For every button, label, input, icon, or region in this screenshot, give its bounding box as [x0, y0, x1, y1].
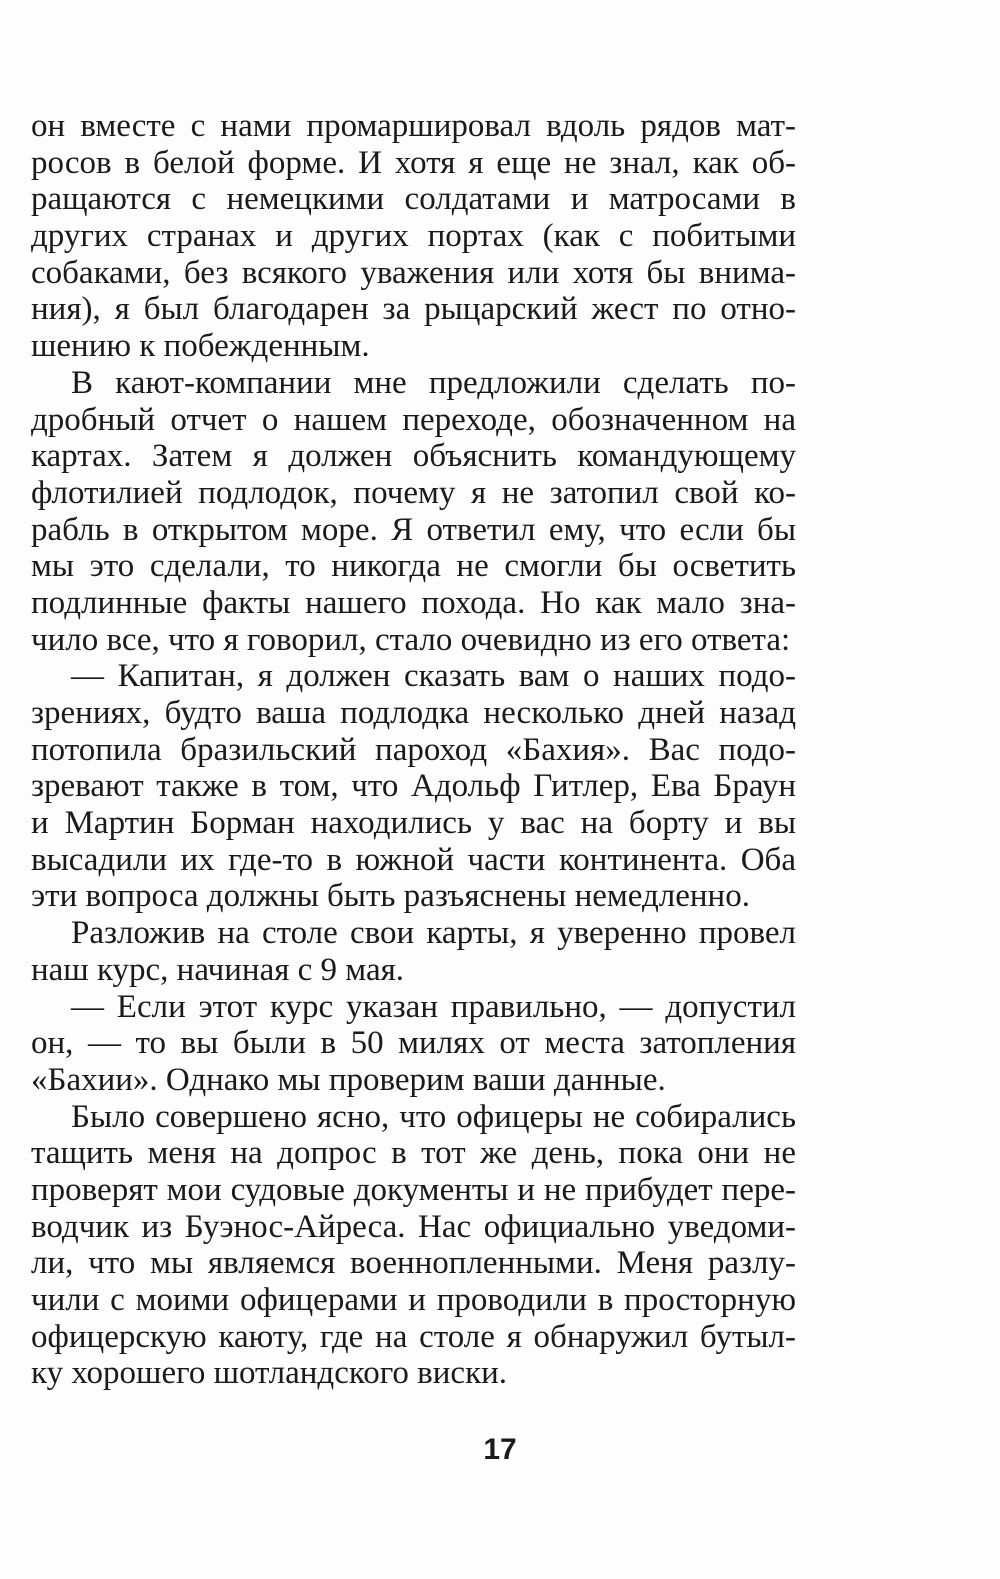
body-text — [31, 108, 796, 1392]
text-line: рабль в открытом море. Я ответил ему, что если бы — [31, 511, 796, 548]
text-line: Было совершено ясно, что офицеры не собирались — [71, 1098, 796, 1135]
text-line: он, — то вы были в 50 милях от места затопления — [31, 1025, 796, 1062]
text-line: проверят мои судовые документы и не прибудет пере- — [31, 1171, 796, 1208]
text-line: зрениях, будто ваша подлодка несколько дней назад — [31, 695, 796, 731]
text-line: ку хорошего шотландского виски. — [31, 1355, 508, 1392]
text-line: зревают также в том, что Адольф Гитлер, Ева Браун — [31, 768, 796, 805]
text-line: ращаются с немецкими солдатами и матросами в — [31, 181, 796, 218]
text-line: он вместе с нами промаршировал вдоль рядов мат- — [31, 108, 796, 144]
text-line: чило все, что я говорил, стало очевидно из его ответа: — [31, 621, 791, 658]
text-line: эти вопроса должны быть разъяснены немедленно. — [31, 878, 750, 915]
text-line: собаками, без всякого уважения или хотя бы внима- — [31, 254, 796, 291]
text-line: тащить меня на допрос в тот же день, пока они не — [31, 1135, 796, 1172]
text-line: ния), я был благодарен за рыцарский жест по отно- — [31, 291, 796, 328]
text-line: ли, что мы являемся военнопленными. Меня разлу- — [31, 1245, 796, 1282]
text-line: наш курс, начиная с 9 мая. — [31, 951, 405, 988]
text-line: картах. Затем я должен объяснить командующему — [31, 438, 796, 475]
text-line: офицерскую каюту, где на столе я обнаружил бутыл- — [31, 1318, 796, 1355]
text-line: мы это сделали, то никогда не смогли бы осветить — [31, 548, 796, 585]
text-line: и Мартин Борман находились у вас на борту и вы — [31, 805, 796, 842]
text-line: — Если этот курс указан правильно, — допустил — [71, 988, 796, 1025]
text-line: «Бахии». Однако мы проверим ваши данные. — [31, 1061, 666, 1098]
text-line: шению к побежденным. — [31, 328, 370, 365]
text-line: — Капитан, я должен сказать вам о наших подо- — [71, 658, 796, 695]
text-line: росов в белой форме. И хотя я еще не знал, как об- — [31, 144, 796, 181]
text-line: водчик из Буэнос-Айреса. Нас официально уведоми- — [31, 1208, 796, 1245]
text-line: подлинные факты нашего похода. Но как мало зна- — [31, 584, 796, 621]
text-line: потопила бразильский пароход «Бахия». Вас подо- — [31, 731, 796, 768]
text-line: дробный отчет о нашем переходе, обозначенном на — [31, 401, 796, 438]
text-line: высадили их где-то в южной части континента. Оба — [31, 841, 796, 878]
text-line: других странах и других портах (как с побитыми — [31, 218, 796, 255]
page-number: 17 — [483, 1433, 517, 1466]
text-line: Разложив на столе свои карты, я уверенно провел — [71, 915, 796, 952]
text-line: чили с моими офицерами и проводили в просторную — [31, 1282, 796, 1318]
text-line: флотилией подлодок, почему я не затопил свой ко- — [31, 474, 796, 511]
text-line: В кают-компании мне предложили сделать по- — [71, 364, 796, 401]
